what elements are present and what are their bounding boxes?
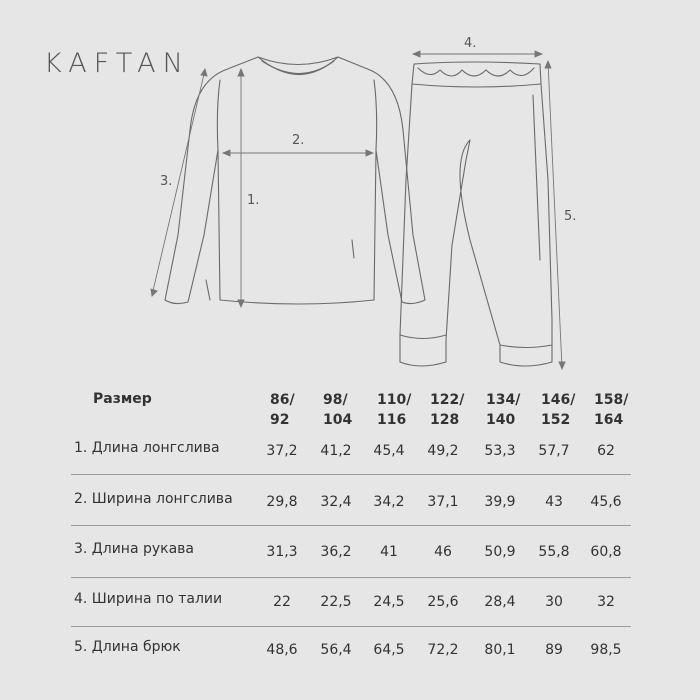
table-cell: 53,3 xyxy=(484,443,516,459)
table-cell: 80,1 xyxy=(484,642,516,658)
row-label: 5. Длина брюк xyxy=(74,639,181,655)
table-cell: 56,4 xyxy=(320,642,352,658)
trousers-outline xyxy=(400,62,552,366)
table-cell: 32,4 xyxy=(320,494,352,510)
row-label: 1. Длина лонгслива xyxy=(74,440,220,456)
row-label: 2. Ширина лонгслива xyxy=(74,491,233,507)
table-cell: 48,6 xyxy=(266,642,298,658)
table-cell: 43 xyxy=(545,494,563,510)
table-cell: 45,4 xyxy=(373,443,405,459)
longsleeve-outline xyxy=(165,57,425,304)
size-column-header: 110/ 116 xyxy=(377,392,412,428)
table-cell: 34,2 xyxy=(373,494,405,510)
row-divider xyxy=(71,626,631,627)
table-cell: 22,5 xyxy=(320,594,352,610)
size-column-header: 98/ 104 xyxy=(323,392,353,428)
table-cell: 24,5 xyxy=(373,594,405,610)
row-label: 3. Длина рукава xyxy=(74,541,195,557)
size-header-label: Размер xyxy=(93,391,152,407)
table-cell: 22 xyxy=(273,594,291,610)
size-column-header: 158/ 164 xyxy=(594,392,629,428)
table-cell: 41,2 xyxy=(320,443,352,459)
row-divider xyxy=(71,577,631,578)
table-cell: 55,8 xyxy=(538,544,570,560)
table-cell: 50,9 xyxy=(484,544,516,560)
table-cell: 30 xyxy=(545,594,563,610)
brand-logo: KAFTAN xyxy=(44,48,190,79)
table-cell: 29,8 xyxy=(266,494,298,510)
table-cell: 62 xyxy=(597,443,615,459)
table-cell: 98,5 xyxy=(590,642,622,658)
size-column-header: 86/ 92 xyxy=(270,392,295,428)
table-cell: 36,2 xyxy=(320,544,352,560)
table-cell: 89 xyxy=(545,642,563,658)
table-cell: 25,6 xyxy=(427,594,459,610)
measure-label-2: 2. xyxy=(292,133,305,148)
row-label: 4. Ширина по талии xyxy=(74,591,223,607)
measure-label-3: 3. xyxy=(160,174,173,189)
measure-label-4: 4. xyxy=(464,36,477,51)
row-divider xyxy=(71,474,631,475)
size-column-header: 146/ 152 xyxy=(541,392,576,428)
table-cell: 28,4 xyxy=(484,594,516,610)
table-cell: 31,3 xyxy=(266,544,298,560)
row-divider xyxy=(71,525,631,526)
table-cell: 45,6 xyxy=(590,494,622,510)
table-cell: 72,2 xyxy=(427,642,459,658)
table-cell: 46 xyxy=(434,544,452,560)
table-cell: 32 xyxy=(597,594,615,610)
table-cell: 60,8 xyxy=(590,544,622,560)
table-cell: 57,7 xyxy=(538,443,570,459)
table-cell: 64,5 xyxy=(373,642,405,658)
table-cell: 37,2 xyxy=(266,443,298,459)
table-cell: 37,1 xyxy=(427,494,459,510)
measure-label-5: 5. xyxy=(564,209,577,224)
table-cell: 49,2 xyxy=(427,443,459,459)
table-cell: 39,9 xyxy=(484,494,516,510)
table-cell: 41 xyxy=(380,544,398,560)
size-column-header: 122/ 128 xyxy=(430,392,465,428)
measure-label-1: 1. xyxy=(247,193,260,208)
size-column-header: 134/ 140 xyxy=(486,392,521,428)
